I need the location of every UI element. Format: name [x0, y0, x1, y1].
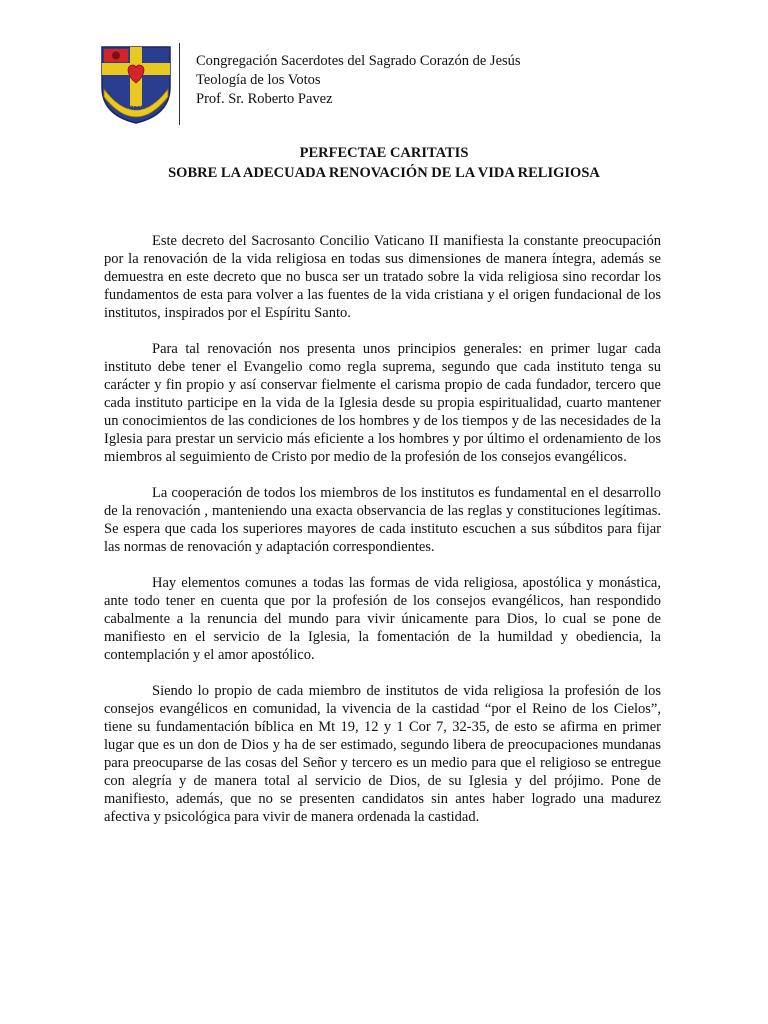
header-divider [179, 43, 180, 125]
paragraph-2: Para tal renovación nos presenta unos principios generales: en primer lugar cada instituto debe tener el Evangelio como regla suprema, segundo que cada instituto tenga su carácter y fin propio y así conservar fielmente el carisma propio de cada fundador, tercero que cada instituto participe en la vida de la Iglesia desde su propia espiritualidad, cuarto mantener un conocimientos de las condiciones de los hombres y de los tiempos y de las necesidades de la Iglesia para prestar un servicio más eficiente a los hombres y por último el ordenamiento de los miembros al seguimiento de Cristo por medio de la profesión de los consejos evangélicos. [104, 341, 661, 465]
svg-text:ADVENIAT REGNUM TUUM: ADVENIAT REGNUM TUUM [103, 87, 169, 113]
professor-name: Prof. Sr. Roberto Pavez [196, 91, 333, 107]
document-body [104, 232, 661, 844]
title-line-1: PERFECTAE CARITATIS [299, 145, 469, 161]
course-name: Teología de los Votos [196, 72, 321, 88]
paragraph-5: Siendo lo propio de cada miembro de institutos de vida religiosa la profesión de los consejos evangélicos en comunidad, la vivencia de la castidad “por el Reino de los Cielos”, tiene su fundamentación bíblica en Mt 19, 12 y 1 Cor 7, 32-35, de esto se afirma en primer lugar que es un don de Dios y ha de ser estimado, segundo libera de preocupaciones mundanas para preocuparse de las cosas del Señor y tercero es un medio para que el religioso se entregue con alegría y de manera total al servicio de Dios, de su Iglesia y del prójimo. Pone de manifiesto, además, que no se presenten candidatos sin antes haber logrado una madurez afectiva y psicológica para vivir de manera ordenada la castidad. [104, 683, 661, 825]
title-line-2: SOBRE LA ADECUADA RENOVACIÓN DE LA VIDA RELIGIOSA [168, 165, 600, 181]
congregation-crest-logo [96, 43, 176, 125]
header-text [196, 52, 521, 109]
paragraph-3: La cooperación de todos los miembros de los institutos es fundamental en el desarrollo de la renovación , manteniendo una exacta observancia de las reglas y constituciones legítimas. Se espera que cada los superiores mayores de cada instituto escuchen a sus súbditos para fijar las normas de renovación y adaptación correspondientes. [104, 485, 661, 555]
congregation-name: Congregación Sacerdotes del Sagrado Corazón de Jesús [196, 53, 521, 69]
document-header [96, 43, 696, 125]
paragraph-1: Este decreto del Sacrosanto Concilio Vaticano II manifiesta la constante preocupación por la renovación de la vida religiosa en todas sus dimensiones de manera íntegra, además se demuestra en este decreto que no busca ser un tratado sobre la vida religiosa sino recordar los fundamentos de esta para volver a las fuentes de la vida cristiana y el origen fundacional de los institutos, inspirados por el Espíritu Santo. [104, 233, 661, 321]
paragraph-4: Hay elementos comunes a todas las formas de vida religiosa, apostólica y monástica, ante todo tener en cuenta que por la profesión de los consejos evangélicos, han respondido cabalmente a la renuncia del mundo para vivir únicamente para Dios, lo cual se pone de manifiesto en el servicio de la Iglesia, la fomentación de la humildad y obediencia, la contemplación y el amor apostólico. [104, 575, 661, 663]
document-title [96, 143, 672, 183]
